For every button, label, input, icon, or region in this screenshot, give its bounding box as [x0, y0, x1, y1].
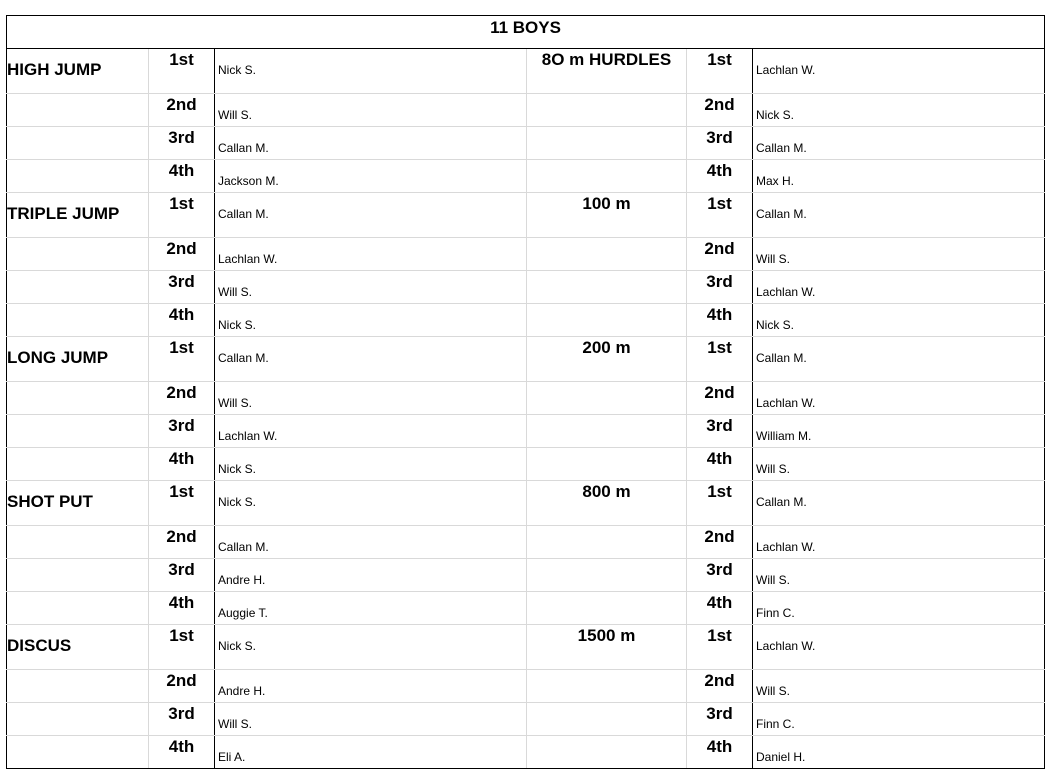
athlete-name: Will S. [215, 382, 527, 415]
athlete-name: Callan M. [753, 481, 1045, 526]
athlete-name: Callan M. [215, 526, 527, 559]
result-row [7, 736, 1045, 769]
event-name: SHOT PUT [7, 481, 149, 526]
athlete-name: Will S. [215, 703, 527, 736]
place-label: 1st [149, 49, 215, 94]
place-label: 2nd [687, 382, 753, 415]
athlete-name: Nick S. [215, 304, 527, 337]
event-name: HIGH JUMP [7, 49, 149, 94]
place-label: 3rd [149, 127, 215, 160]
place-label: 1st [687, 481, 753, 526]
athlete-name: Nick S. [753, 304, 1045, 337]
event-cell [7, 526, 149, 559]
event-cell [7, 736, 149, 769]
place-label: 3rd [687, 415, 753, 448]
event-cell [527, 736, 687, 769]
athlete-name: Will S. [753, 670, 1045, 703]
athlete-name: Callan M. [753, 337, 1045, 382]
place-label: 2nd [149, 670, 215, 703]
event-cell [527, 670, 687, 703]
event-cell [7, 271, 149, 304]
place-label: 4th [149, 304, 215, 337]
place-label: 4th [687, 448, 753, 481]
place-label: 3rd [149, 703, 215, 736]
event-cell [7, 127, 149, 160]
place-label: 2nd [687, 526, 753, 559]
athlete-name: Eli A. [215, 736, 527, 769]
result-row [7, 670, 1045, 703]
place-label: 4th [149, 448, 215, 481]
place-label: 3rd [149, 559, 215, 592]
result-row [7, 49, 1045, 94]
athlete-name: Finn C. [753, 592, 1045, 625]
place-label: 1st [149, 625, 215, 670]
event-cell [527, 592, 687, 625]
athlete-name: Nick S. [215, 49, 527, 94]
place-label: 4th [687, 160, 753, 193]
result-row [7, 337, 1045, 382]
place-label: 4th [149, 736, 215, 769]
athlete-name: Callan M. [215, 127, 527, 160]
athlete-name: Will S. [753, 559, 1045, 592]
athlete-name: Nick S. [215, 448, 527, 481]
event-cell [527, 415, 687, 448]
place-label: 1st [149, 481, 215, 526]
place-label: 3rd [687, 127, 753, 160]
event-name: DISCUS [7, 625, 149, 670]
athlete-name: Callan M. [753, 193, 1045, 238]
event-cell [527, 382, 687, 415]
athlete-name: Lachlan W. [215, 415, 527, 448]
place-label: 1st [687, 49, 753, 94]
event-cell [527, 160, 687, 193]
athlete-name: Finn C. [753, 703, 1045, 736]
place-label: 2nd [149, 238, 215, 271]
athlete-name: William M. [753, 415, 1045, 448]
event-cell [7, 160, 149, 193]
result-row [7, 238, 1045, 271]
athlete-name: Callan M. [215, 193, 527, 238]
event-cell [7, 592, 149, 625]
result-row [7, 382, 1045, 415]
event-cell [7, 670, 149, 703]
event-name: LONG JUMP [7, 337, 149, 382]
result-row [7, 625, 1045, 670]
event-cell [7, 559, 149, 592]
athlete-name: Jackson M. [215, 160, 527, 193]
event-cell [7, 238, 149, 271]
event-cell [7, 94, 149, 127]
place-label: 1st [687, 625, 753, 670]
event-cell [527, 448, 687, 481]
athlete-name: Lachlan W. [753, 526, 1045, 559]
result-row [7, 94, 1045, 127]
results-table [6, 15, 1045, 769]
place-label: 4th [687, 736, 753, 769]
athlete-name: Callan M. [215, 337, 527, 382]
athlete-name: Lachlan W. [753, 49, 1045, 94]
place-label: 4th [149, 592, 215, 625]
place-label: 3rd [687, 271, 753, 304]
event-name: TRIPLE JUMP [7, 193, 149, 238]
athlete-name: Will S. [215, 94, 527, 127]
event-cell [527, 559, 687, 592]
result-row [7, 526, 1045, 559]
athlete-name: Callan M. [753, 127, 1045, 160]
result-row [7, 592, 1045, 625]
place-label: 3rd [149, 271, 215, 304]
place-label: 2nd [149, 94, 215, 127]
athlete-name: Lachlan W. [753, 382, 1045, 415]
place-label: 1st [149, 193, 215, 238]
place-label: 2nd [149, 526, 215, 559]
result-row [7, 127, 1045, 160]
place-label: 1st [687, 193, 753, 238]
place-label: 4th [687, 304, 753, 337]
place-label: 3rd [149, 415, 215, 448]
athlete-name: Andre H. [215, 559, 527, 592]
result-row [7, 193, 1045, 238]
place-label: 3rd [687, 703, 753, 736]
event-cell [527, 703, 687, 736]
result-row [7, 304, 1045, 337]
event-cell [527, 526, 687, 559]
event-cell [7, 382, 149, 415]
result-row [7, 415, 1045, 448]
event-cell [7, 448, 149, 481]
athlete-name: Nick S. [215, 625, 527, 670]
place-label: 4th [149, 160, 215, 193]
athlete-name: Lachlan W. [753, 625, 1045, 670]
place-label: 2nd [687, 670, 753, 703]
event-cell [7, 703, 149, 736]
event-cell [527, 304, 687, 337]
place-label: 2nd [687, 238, 753, 271]
event-cell [7, 415, 149, 448]
athlete-name: Will S. [753, 238, 1045, 271]
place-label: 2nd [687, 94, 753, 127]
event-name: 200 m [527, 337, 687, 382]
place-label: 4th [687, 592, 753, 625]
athlete-name: Nick S. [753, 94, 1045, 127]
athlete-name: Lachlan W. [215, 238, 527, 271]
place-label: 2nd [149, 382, 215, 415]
place-label: 3rd [687, 559, 753, 592]
result-row [7, 448, 1045, 481]
result-row [7, 160, 1045, 193]
result-row [7, 559, 1045, 592]
event-name: 100 m [527, 193, 687, 238]
result-row [7, 481, 1045, 526]
event-name: 1500 m [527, 625, 687, 670]
result-row [7, 271, 1045, 304]
athlete-name: Lachlan W. [753, 271, 1045, 304]
athlete-name: Daniel H. [753, 736, 1045, 769]
result-row [7, 703, 1045, 736]
place-label: 1st [687, 337, 753, 382]
event-cell [527, 127, 687, 160]
event-cell [527, 271, 687, 304]
athlete-name: Andre H. [215, 670, 527, 703]
place-label: 1st [149, 337, 215, 382]
event-name: 800 m [527, 481, 687, 526]
athlete-name: Max H. [753, 160, 1045, 193]
athlete-name: Auggie T. [215, 592, 527, 625]
athlete-name: Will S. [215, 271, 527, 304]
event-cell [527, 94, 687, 127]
athlete-name: Nick S. [215, 481, 527, 526]
event-cell [527, 238, 687, 271]
event-cell [7, 304, 149, 337]
athlete-name: Will S. [753, 448, 1045, 481]
sheet-title: 11 BOYS [7, 16, 1045, 49]
event-name: 8O m HURDLES [527, 49, 687, 94]
